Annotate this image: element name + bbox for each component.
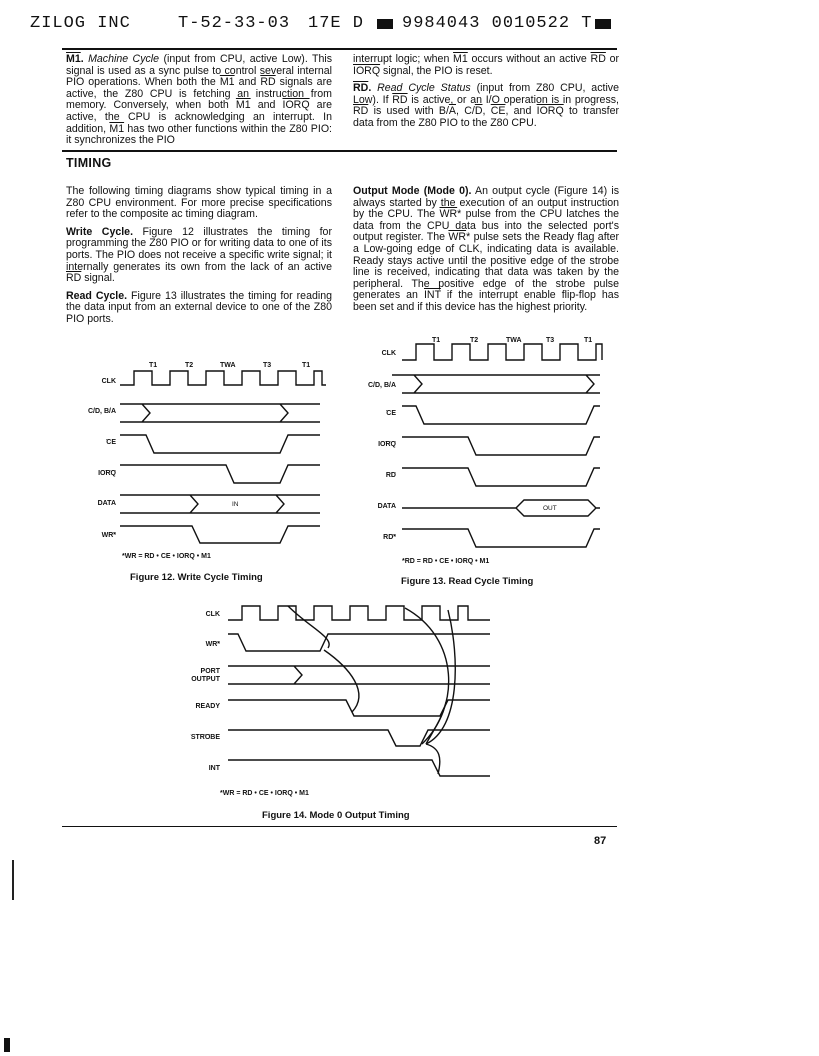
fig12-clk-wave bbox=[120, 371, 326, 385]
write-cycle-text: Figure 12 illustrates the timing for programming the Z80 PIO or for writing data to one of its ports. The PIO does not receive a specific write signal; it internally generates its own from the lack of an active bbox=[66, 225, 332, 273]
output-wr: $\overline{WR}$ bbox=[439, 208, 458, 221]
rd-text-5: , bbox=[482, 105, 491, 118]
rd-text-2: is active, or an I/O operation is in progress, bbox=[407, 93, 619, 106]
output-wr-2: $\overline{WR}$ bbox=[448, 231, 467, 244]
output-text-2: * pulse from the CPU latches the data from the CPU data bus into the selected port's output register. The bbox=[353, 208, 619, 244]
timing-rule bbox=[62, 150, 617, 152]
output-mode-title: Output Mode (Mode 0). bbox=[353, 185, 472, 197]
rd-a: $\overline{A}$ bbox=[448, 105, 456, 118]
right-m1: M1 bbox=[453, 53, 468, 65]
fig13-cdba-label: C/D, B/A bbox=[368, 382, 396, 389]
fig14-clk-wave bbox=[228, 606, 490, 620]
figure-13-diagram bbox=[350, 330, 610, 565]
output-text-1: An output cycle (Figure 14) is always started by the execution of an output instruction by the CPU. The bbox=[353, 185, 619, 221]
fig13-iorq-wave bbox=[402, 437, 600, 455]
fig13-ce-wave bbox=[402, 406, 600, 424]
fig14-strobe-label: STROBE bbox=[190, 734, 220, 741]
doc-code: T-52-33-03 bbox=[178, 14, 291, 33]
rd-text-7: to transfer data from the Z80 PIO to the Z80 CPU. bbox=[353, 105, 620, 129]
fig14-arrow-2 bbox=[324, 650, 359, 712]
fig13-twa: TWA bbox=[506, 337, 522, 344]
fig14-output-label: OUTPUT bbox=[191, 676, 220, 683]
fig13-clk-wave bbox=[402, 344, 602, 360]
barcode-number: 9984043 0010522 T bbox=[402, 14, 593, 33]
fig13-t1: T1 bbox=[432, 337, 441, 344]
read-cycle-text: Figure 13 illustrates the timing for reading the data input from an external device to one of the Z80 PIO ports. bbox=[66, 289, 332, 325]
fig13-ce-label: CE bbox=[386, 410, 396, 417]
scan-mark-2 bbox=[4, 1038, 10, 1052]
fig12-t2: T2 bbox=[185, 362, 194, 369]
black-block-icon-2 bbox=[595, 19, 611, 29]
m1-label: M1 bbox=[66, 53, 81, 65]
fig14-port-label: PORT bbox=[200, 668, 220, 675]
fig14-clk-label: CLK bbox=[205, 611, 220, 618]
rd-ce: $\overline{CE}$ bbox=[490, 105, 506, 118]
fig13-rdstar-wave bbox=[402, 529, 600, 547]
rd-inline-1: $\overline{RD}$ bbox=[392, 93, 408, 106]
page-number: 87 bbox=[594, 835, 607, 847]
figure-13-caption: Figure 13. Read Cycle Timing bbox=[401, 576, 534, 587]
fig13-out-label: OUT bbox=[543, 505, 557, 512]
iorq-inline: IORQ bbox=[282, 99, 310, 112]
m1-inline-3: M1 bbox=[109, 122, 125, 135]
m1-text-6: has two other functions within the Z80 PIO: it synchronizes the PIO bbox=[66, 122, 332, 147]
fig13-iorq-label: IORQ bbox=[378, 441, 396, 448]
timing-left-text bbox=[66, 186, 332, 332]
m1-title: Machine Cycle bbox=[88, 53, 160, 65]
fig13-cdba-wave bbox=[392, 375, 600, 393]
write-end: signal. bbox=[81, 272, 115, 285]
output-text-4: if the interrupt enable flip-flop has been set and if this device has the highest priority. bbox=[353, 289, 619, 313]
fig12-t1b: T1 bbox=[302, 362, 311, 369]
fig14-ready-label: READY bbox=[195, 703, 220, 710]
fig12-t3: T3 bbox=[263, 362, 272, 369]
fig12-iorq-label: IORQ bbox=[98, 470, 116, 477]
output-text-3: * pulse sets the Ready flag after a Low-going edge of CLK, indicating data is available. Ready stays active until the positive edge of the strobe line is received, indicating that data was taken by the peripheral. The positive edge of the strobe pulse generates an bbox=[353, 231, 620, 302]
fig13-t2: T2 bbox=[470, 337, 479, 344]
rd-text-4: , C/ bbox=[456, 105, 475, 118]
rd-inline-2: $\overline{RD}$ bbox=[353, 105, 369, 118]
rd-text-3: is used with B/ bbox=[368, 105, 449, 118]
fig12-in-label: IN bbox=[232, 501, 239, 508]
fig13-t3: T3 bbox=[546, 337, 555, 344]
fig13-data-wave bbox=[402, 500, 600, 516]
fig13-rdstar-label: RD* bbox=[383, 534, 396, 541]
fig14-footnote: *WR = RD • CE • IORQ • M1 bbox=[220, 790, 309, 797]
write-rd: $\overline{RD}$ bbox=[66, 272, 82, 285]
fig12-iorq-wave bbox=[120, 465, 320, 483]
m1-text-4: and bbox=[250, 99, 283, 112]
rd-text-1: (input from Z80 CPU, active Low). If bbox=[353, 82, 619, 106]
figure-14-caption: Figure 14. Mode 0 Output Timing bbox=[262, 810, 410, 821]
fig13-rd-label: RD bbox=[385, 472, 396, 479]
fig12-t1: T1 bbox=[149, 362, 158, 369]
fig12-cdba-wave bbox=[120, 404, 320, 422]
fig14-arrow-3 bbox=[405, 608, 449, 744]
m1-inline: M1 bbox=[219, 76, 235, 89]
m1-inline-2: M1 bbox=[235, 99, 251, 112]
right-text-1: interrupt logic; when bbox=[353, 53, 454, 65]
right-text-3: or bbox=[605, 53, 619, 65]
fig14-int-wave bbox=[228, 760, 490, 776]
fig12-clk-label: CLK bbox=[101, 378, 116, 385]
m1-text-2: and bbox=[234, 76, 261, 89]
fig14-wr-label: WR* bbox=[205, 641, 220, 648]
rd-title: Read Cycle Status bbox=[377, 82, 471, 95]
fig12-cdba-label: C/D, B/A bbox=[88, 408, 116, 415]
rd-text-6: , and bbox=[505, 105, 537, 118]
scan-mark bbox=[12, 860, 14, 900]
m1-rd-description: interrupt logic; when M1 occurs without an active $\overline{RD}$ or IORQ signal, the PIO is reset. $\overline{RD}$. Read Cycle Status (input from Z80 CPU, active Low). If $\overline{RD}$ is active, or an I/O operation is in progress, $\overline{RD}$ is used with $B/\overline{A}$, $C/\overline{D}$, $\overline{CE}$, and IORQ to transfer data from the Z80 PIO to the Z80 CPU. bbox=[353, 53, 620, 129]
fig14-port-output-wave bbox=[228, 666, 490, 684]
fig12-data-label: DATA bbox=[97, 500, 116, 507]
timing-right-text bbox=[353, 186, 619, 320]
m1-text-3: signals are active, the Z80 CPU is fetching an instruction from memory. Conversely, when both bbox=[66, 76, 332, 112]
header-rule bbox=[62, 48, 617, 50]
fig12-wr-wave bbox=[120, 526, 320, 543]
fig13-t1b: T1 bbox=[584, 337, 593, 344]
fig14-arrow-4 bbox=[426, 610, 455, 744]
fig14-arrow-5 bbox=[426, 744, 440, 774]
output-int: $\overline{INT}$ bbox=[423, 289, 441, 302]
footer-rule bbox=[62, 826, 617, 827]
rd-d: $\overline{D}$ bbox=[474, 105, 483, 118]
right-text-2: occurs without an active bbox=[467, 53, 591, 65]
fig12-footnote: *WR = RD • CE • IORQ • M1 bbox=[122, 553, 211, 560]
fig12-ce-label: CE bbox=[106, 439, 116, 446]
fig13-clk-label: CLK bbox=[381, 350, 396, 357]
section-code: 17E D bbox=[308, 14, 365, 33]
right-iorq: IORQ bbox=[353, 64, 381, 77]
black-block-icon bbox=[377, 19, 393, 29]
fig14-int-label: INT bbox=[208, 765, 220, 772]
timing-intro: The following timing diagrams show typical timing in a Z80 CPU environment. For more precise specifications refer to the composite ac timing diagram. bbox=[66, 185, 332, 221]
company-name: ZILOG INC bbox=[30, 14, 131, 33]
fig14-strobe-wave bbox=[228, 730, 490, 746]
rd-inline: $\overline{RD}$ bbox=[260, 76, 276, 89]
figure-12-caption: Figure 12. Write Cycle Timing bbox=[130, 572, 263, 583]
fig12-ce-wave bbox=[120, 435, 320, 453]
fig14-wr-wave bbox=[228, 634, 490, 651]
figure-14-diagram bbox=[160, 598, 500, 808]
figure-12-diagram bbox=[70, 355, 340, 575]
right-text-4: signal, the PIO is reset. bbox=[380, 64, 493, 77]
fig13-rd-wave bbox=[402, 468, 600, 486]
m1-text-1: (input from CPU, active Low). This signal is used as a sync pulse to control several internal PIO operations. When both the bbox=[66, 53, 333, 89]
m1-text-5: are active, the CPU is acknowledging an interrupt. In addition, bbox=[66, 99, 332, 135]
write-cycle-title: Write Cycle. bbox=[66, 225, 134, 238]
fig13-footnote: *RD = RD • CE • IORQ • M1 bbox=[402, 558, 490, 565]
rd-iorq: IORQ bbox=[536, 105, 564, 118]
read-cycle-title: Read Cycle. bbox=[66, 289, 128, 302]
fig12-twa: TWA bbox=[220, 362, 236, 369]
fig13-data-label: DATA bbox=[377, 503, 396, 510]
fig12-data-wave bbox=[120, 495, 320, 513]
fig12-wr-label: WR* bbox=[101, 532, 116, 539]
timing-heading: TIMING bbox=[66, 156, 112, 170]
right-rd: $\overline{RD}$ bbox=[590, 53, 606, 65]
fig14-arrow-1 bbox=[288, 606, 329, 648]
rd-label: $\overline{RD}$ bbox=[353, 82, 369, 95]
m1-description: M1. Machine Cycle (input from CPU, active Low). This signal is used as a sync pulse to control several internal PIO operations. When both the M1 and $\overline{RD}$ signals are active, the Z80 CPU is fetching an instruction from memory. Conversely, when both M1 and IORQ are active, the CPU is acknowledging an interrupt. In addition, M1 has two other functions within the Z80 PIO: it synchronizes the PIO bbox=[66, 53, 333, 147]
